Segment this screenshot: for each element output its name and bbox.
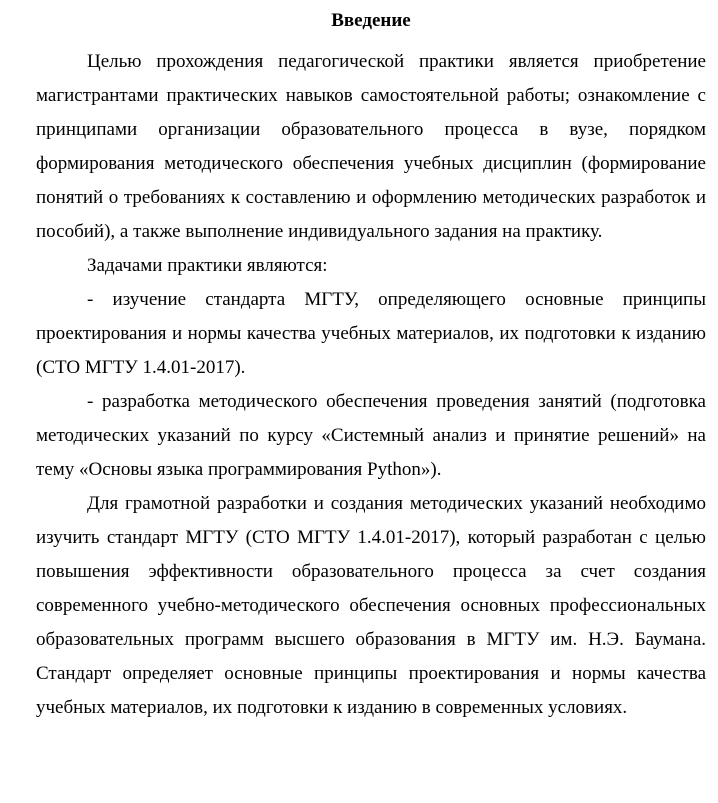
document-page — [36, 0, 706, 725]
paragraph-task-2: - разработка методического обеспечения проведения занятий (подготовка методических указаний по курсу «Системный анализ и принятие решений» на тему «Основы языка программирования Python»). — [36, 391, 706, 480]
paragraph-tasks-heading: Задачами практики являются: — [87, 255, 328, 276]
paragraph-task-1: - изучение стандарта МГТУ, определяющего основные принципы проектирования и нормы качества учебных материалов, их подготовки к изданию (СТО МГТУ 1.4.01-2017). — [36, 289, 706, 378]
document-title: Введение — [331, 10, 411, 31]
paragraph-purpose: Целью прохождения педагогической практики является приобретение магистрантами практических навыков самостоятельной работы; ознакомление с принципами организации образовательного процесса в вузе, порядком формирования методического обеспечения учебных дисциплин (формирование понятий о требованиях к составлению и оформлению методических разработок и пособий), а также выполнение индивидуального задания на практику. — [36, 51, 706, 242]
paragraph-standard: Для грамотной разработки и создания методических указаний необходимо изучить стандарт МГТУ (СТО МГТУ 1.4.01-2017), который разработан с целью повышения эффективности образовательного процесса за счет создания современного учебно-методического обеспечения основных профессиональных образовательных программ высшего образования в МГТУ им. Н.Э. Баумана. Стандарт определяет основные принципы проектирования и нормы качества учебных материалов, их подготовки к изданию в современных условиях. — [36, 493, 706, 718]
